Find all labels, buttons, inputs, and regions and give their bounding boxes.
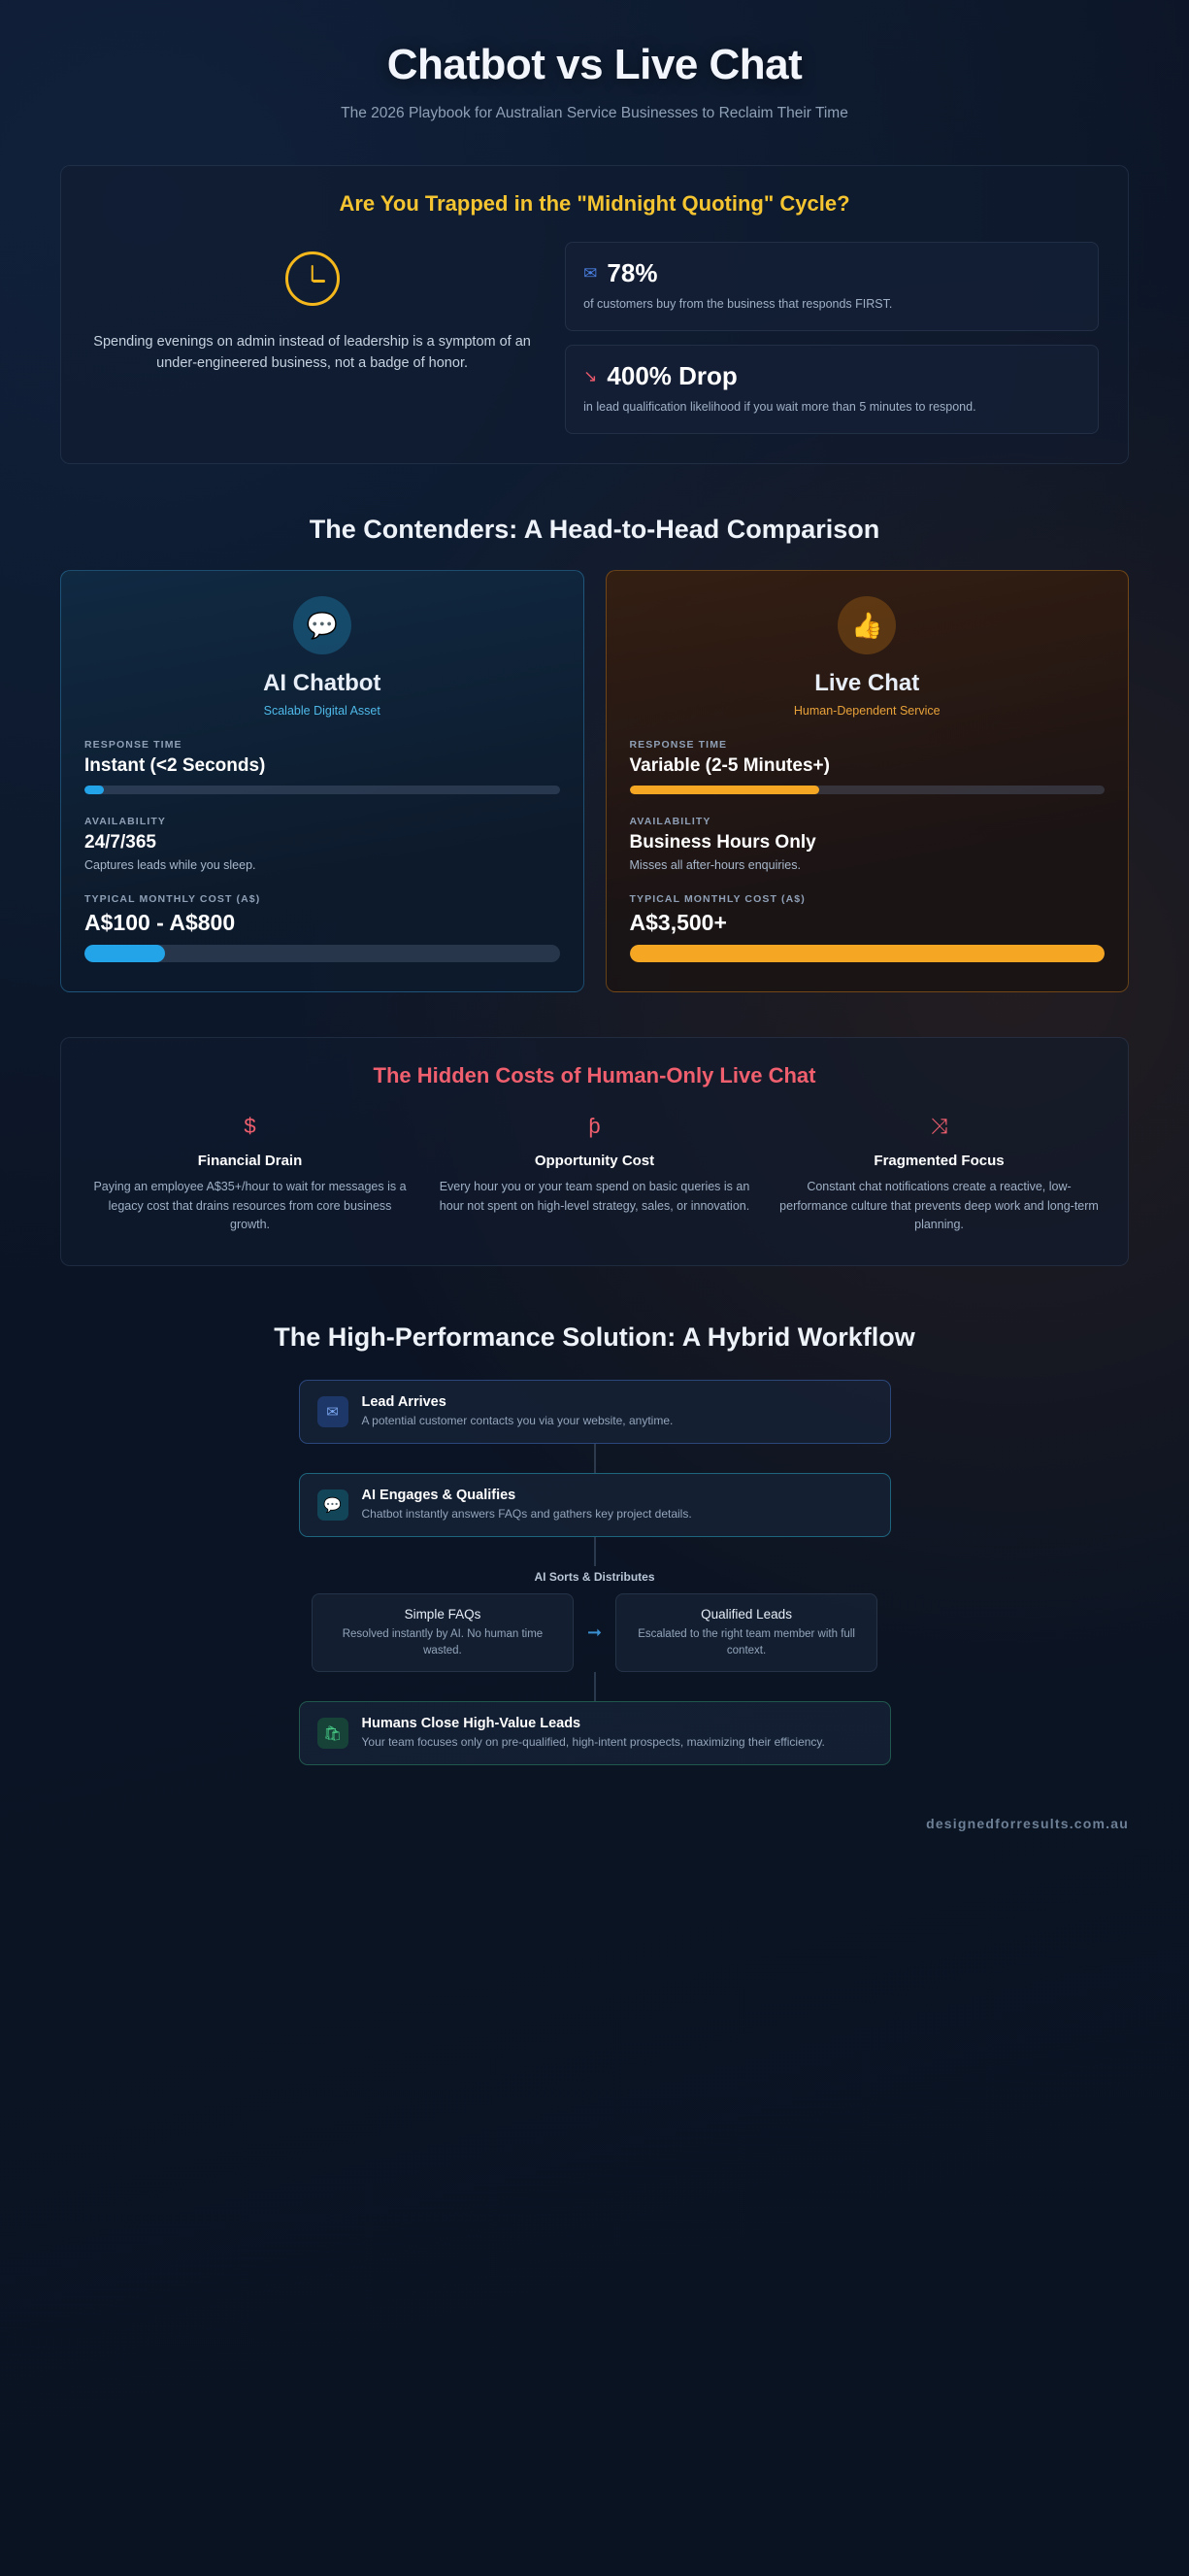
metric-value: Variable (2-5 Minutes+) <box>629 755 830 777</box>
metric-bar <box>630 786 1106 794</box>
workflow-split-qualified-leads <box>615 1593 877 1672</box>
cost-title: Opportunity Cost <box>534 1153 655 1170</box>
metric-value: A$3,500+ <box>629 910 727 936</box>
metric-monthly-cost <box>630 893 1106 962</box>
metric-availability <box>84 816 560 872</box>
cost-item <box>435 1114 754 1234</box>
midnight-quoting-left <box>90 242 534 375</box>
connector-line <box>594 1672 596 1701</box>
comparison-cards <box>60 570 1129 992</box>
stat-value: 400% Drop <box>607 361 738 391</box>
metric-bar <box>630 945 1106 962</box>
workflow-step-title: Humans Close High-Value Leads <box>361 1716 581 1732</box>
card-subtitle: Human-Dependent Service <box>793 704 941 719</box>
metric-label: TYPICAL MONTHLY COST (A$) <box>84 893 261 906</box>
workflow-split-simple-faqs <box>312 1593 574 1672</box>
workflow-step-text: Your team focuses only on pre-qualified, high-intent prospects, maximizing their efficiency. <box>361 1735 825 1750</box>
metric-value: Instant (<2 Seconds) <box>84 755 266 777</box>
metric-label: AVAILABILITY <box>629 816 711 828</box>
metric-bar <box>84 786 560 794</box>
broken-focus-icon: ⤨ <box>930 1114 948 1139</box>
cost-item <box>779 1114 1099 1234</box>
stat-text: of customers buy from the business that responds FIRST. <box>583 297 893 311</box>
split-title: Qualified Leads <box>701 1606 792 1622</box>
chat-bubble-icon: 💬 <box>317 1489 348 1521</box>
envelope-icon: ✉ <box>583 263 598 283</box>
midnight-quoting-panel <box>60 165 1129 464</box>
metric-note: Captures leads while you sleep. <box>84 858 256 873</box>
hero-section <box>60 0 1129 122</box>
workflow-step-humans-close <box>299 1701 891 1765</box>
workflow-step-ai-engages <box>299 1473 891 1537</box>
metric-bar <box>84 945 560 962</box>
workflow-split-label: AI Sorts & Distributes <box>534 1569 655 1584</box>
stat-value: 78% <box>607 258 658 287</box>
metric-label: RESPONSE TIME <box>84 739 182 752</box>
metric-label: AVAILABILITY <box>84 816 166 828</box>
workflow-step-title: Lead Arrives <box>361 1394 446 1411</box>
connector-line <box>594 1444 596 1473</box>
card-title: AI Chatbot <box>263 670 381 697</box>
midnight-quoting-heading: Are You Trapped in the "Midnight Quoting" Cycle? <box>339 191 850 216</box>
metric-value: Business Hours Only <box>629 832 816 853</box>
workflow-step-lead-arrives <box>299 1380 891 1444</box>
shopping-bag-icon: 🛍 <box>317 1718 348 1749</box>
metric-note: Misses all after-hours enquiries. <box>629 858 801 873</box>
footer-site: designedforresults.com.au <box>926 1816 1129 1832</box>
metric-label: TYPICAL MONTHLY COST (A$) <box>629 893 806 906</box>
metric-label: RESPONSE TIME <box>629 739 728 752</box>
cost-title: Fragmented Focus <box>874 1153 1005 1170</box>
card-ai-chatbot <box>60 570 584 992</box>
split-text: Escalated to the right team member with full context. <box>638 1627 855 1656</box>
midnight-quoting-body: Spending evenings on admin instead of leadership is a symptom of an under-engineered business, not a badge of honor. <box>93 334 531 372</box>
envelope-icon: ✉ <box>317 1396 348 1427</box>
cost-text: Every hour you or your team spend on basic queries is an hour not spent on high-level strategy, sales, or innovation. <box>439 1180 750 1213</box>
arrow-right-icon: ➞ <box>586 1623 603 1643</box>
dollar-icon: $ <box>244 1114 256 1139</box>
workflow-step-title: AI Engages & Qualifies <box>361 1488 516 1504</box>
microphone-icon: ƥ <box>588 1114 601 1139</box>
metric-response-time <box>630 739 1106 794</box>
clock-icon <box>285 251 340 306</box>
card-live-chat <box>606 570 1130 992</box>
cost-text: Constant chat notifications create a reactive, low-performance culture that prevents deep work and long-term planning. <box>779 1180 1099 1231</box>
split-text: Resolved instantly by AI. No human time wasted. <box>342 1627 544 1656</box>
cost-text: Paying an employee A$35+/hour to wait for messages is a legacy cost that drains resources from core business growth. <box>93 1180 407 1231</box>
workflow-step-text: Chatbot instantly answers FAQs and gathers key project details. <box>361 1507 692 1522</box>
cost-title: Financial Drain <box>197 1153 303 1170</box>
connector-line <box>594 1537 596 1566</box>
metric-response-time <box>84 739 560 794</box>
workflow-title: The High-Performance Solution: A Hybrid Workflow <box>274 1322 915 1353</box>
comparison-title: The Contenders: A Head-to-Head Comparison <box>309 515 880 545</box>
trend-down-icon: ↘ <box>583 366 598 385</box>
stat-card-list <box>565 242 1099 434</box>
cost-item <box>90 1114 410 1234</box>
split-title: Simple FAQs <box>404 1606 481 1622</box>
metric-value: 24/7/365 <box>84 832 156 853</box>
chat-bubble-icon: 💬 <box>293 596 351 654</box>
metric-value: A$100 - A$800 <box>84 910 236 936</box>
metric-availability <box>630 816 1106 872</box>
workflow-diagram <box>60 1380 1129 1765</box>
workflow-step-text: A potential customer contacts you via your website, anytime. <box>361 1414 674 1428</box>
hidden-costs-heading: The Hidden Costs of Human-Only Live Chat <box>373 1063 816 1088</box>
stat-text: in lead qualification likelihood if you wait more than 5 minutes to respond. <box>583 400 976 415</box>
metric-monthly-cost <box>84 893 560 962</box>
card-title: Live Chat <box>814 670 920 697</box>
stat-card <box>565 242 1099 331</box>
page-subtitle: The 2026 Playbook for Australian Service Businesses to Reclaim Their Time <box>341 105 848 121</box>
thumbs-up-icon: 👍 <box>838 596 896 654</box>
card-subtitle: Scalable Digital Asset <box>263 704 380 719</box>
workflow-split-row <box>312 1593 877 1672</box>
page-title: Chatbot vs Live Chat <box>386 41 803 88</box>
hidden-costs-panel <box>60 1037 1129 1266</box>
stat-card <box>565 345 1099 434</box>
